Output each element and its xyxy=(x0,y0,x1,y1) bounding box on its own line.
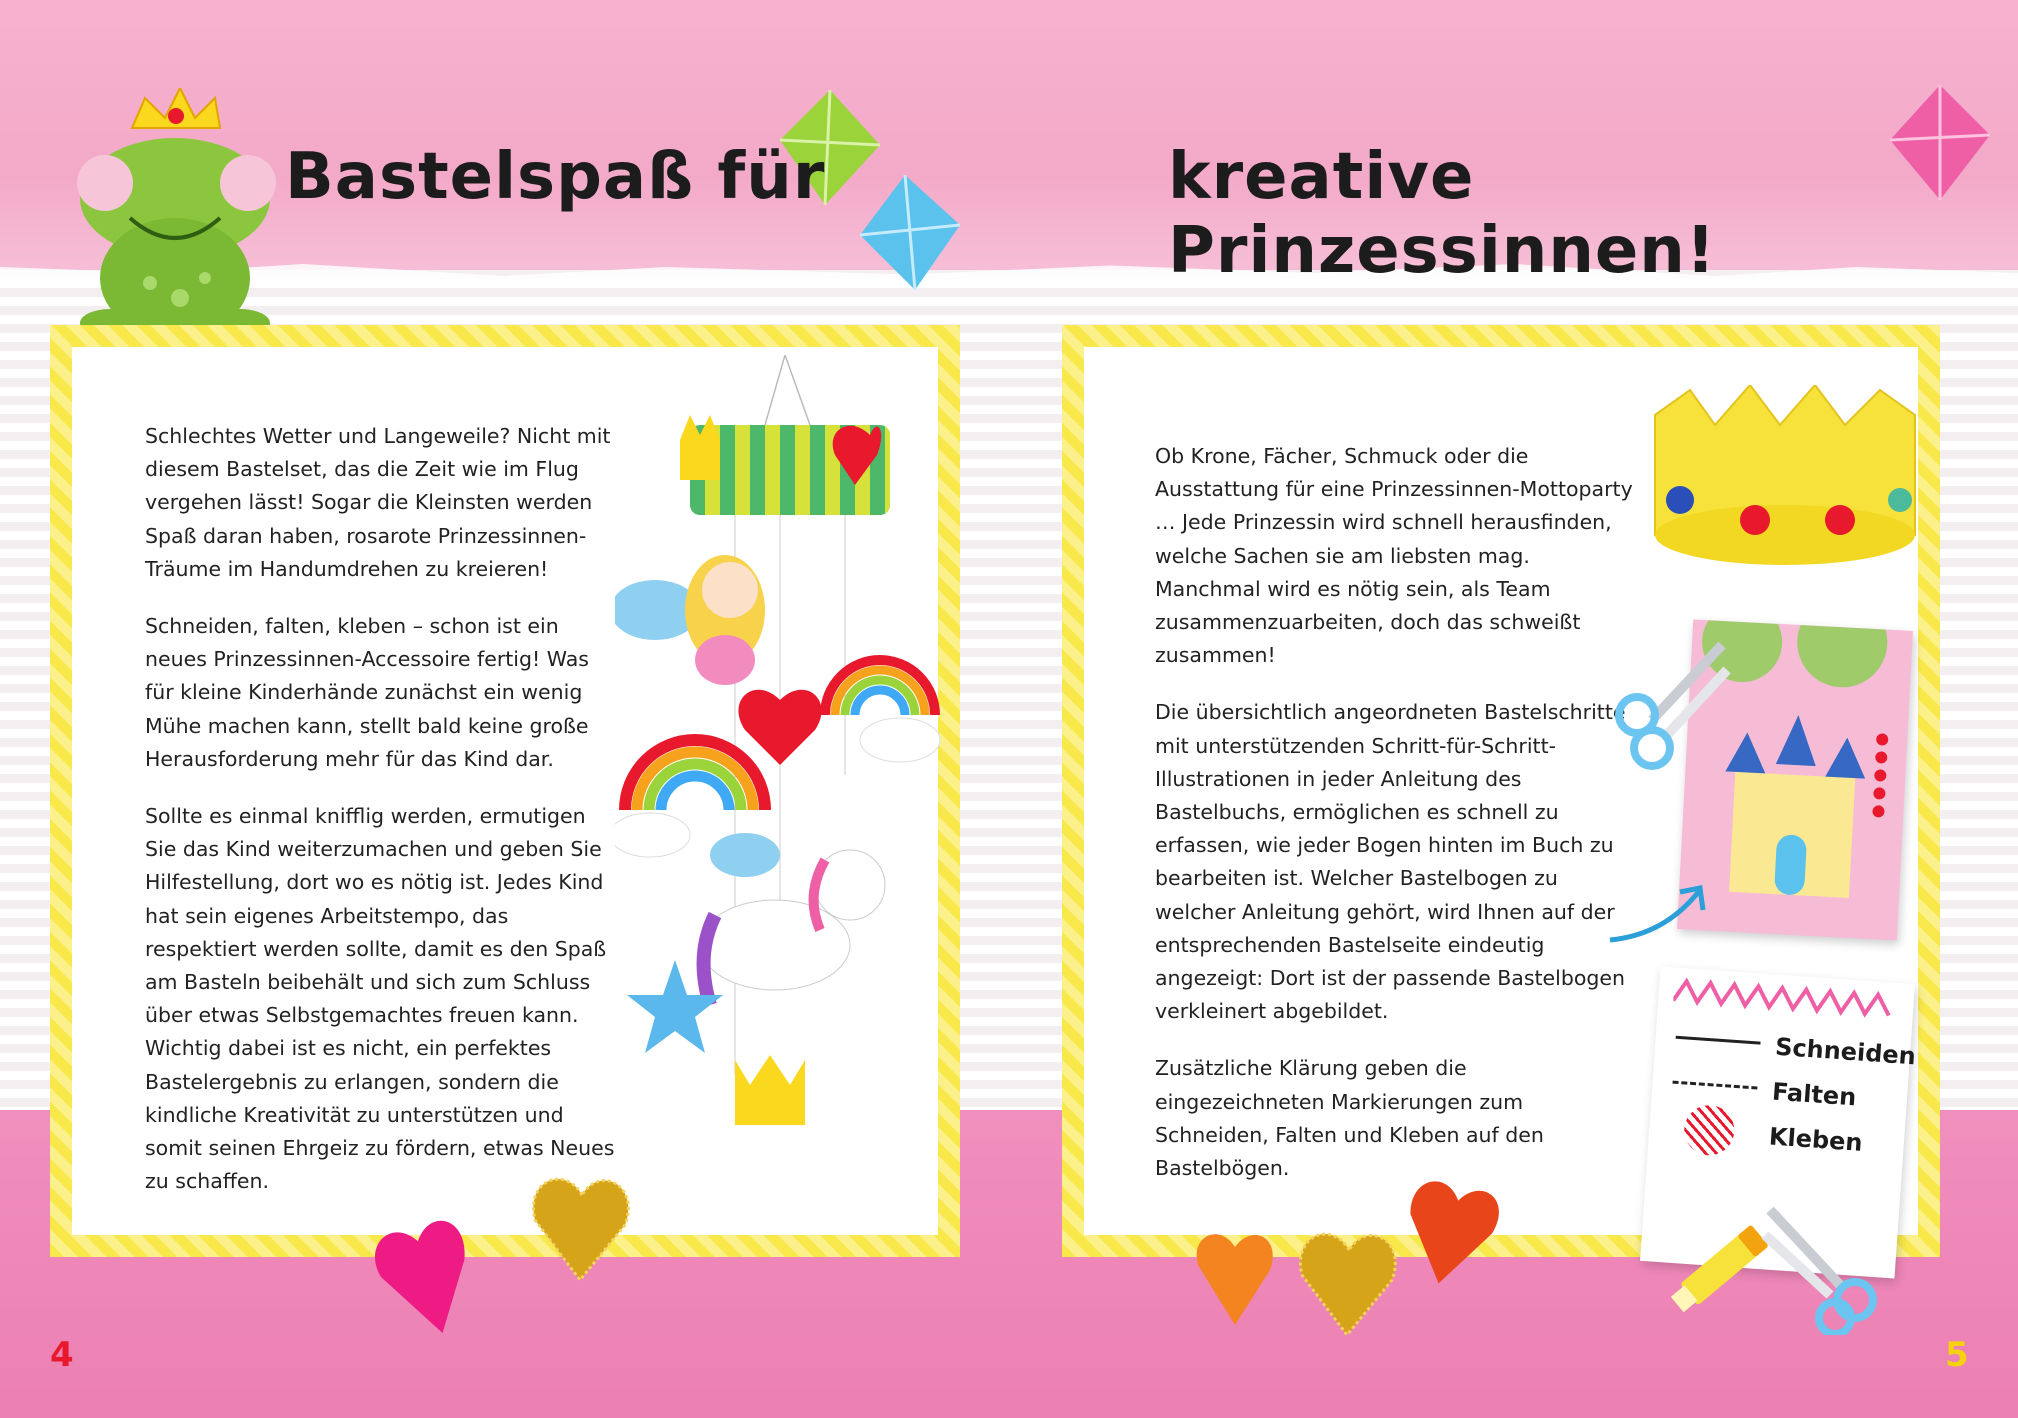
fairy-icon xyxy=(615,555,765,685)
heart-icon xyxy=(372,1215,482,1335)
page-number-right: 5 xyxy=(1945,1335,1969,1375)
page-title-right: kreative Prinzessinnen! xyxy=(1168,140,1717,288)
heart-icon xyxy=(1400,1175,1505,1285)
paragraph: Zusätzliche Klärung geben die eingezeichneten Markierungen zum Schneiden, Falten und Kleben auf den Bastelbögen. xyxy=(1155,1056,1544,1181)
mobile-craft-illustration xyxy=(615,355,945,1155)
crown-icon xyxy=(1650,385,1920,570)
paragraph: Schneiden, falten, kleben – schon ist ein neues Prinzessinnen-Accessoire fertig! Was für kleine Kinderhände zunächst ein wenig Mühe machen kann, stellt bald keine große Herausforderung mehr für das Kind dar. xyxy=(145,614,589,771)
heart-icon xyxy=(1190,1225,1280,1325)
paragraph: Die übersichtlich angeordneten Bastelschritte mit unterstützenden Schritt-für-Schritt-Illustrationen in jeder Anleitung des Bastelbuchs, ermöglichen es schnell zu erfassen, wie jeder Bogen hinten im Buch zu bearbeiten ist. Welcher Bastelbogen zu welcher Anleitung gehört, wird Ihnen auf der entsprechenden Bastelseite eindeutig angezeigt: Dort ist der passende Bastelbogen verkleinert abgebildet. xyxy=(1155,700,1626,1024)
heart-icon xyxy=(1292,1225,1407,1340)
gem-icon xyxy=(860,175,960,290)
scissors-icon xyxy=(1612,640,1732,770)
fold-line-sample xyxy=(1672,1081,1757,1090)
heart-icon xyxy=(525,1170,640,1285)
legend-glue-label: Kleben xyxy=(1768,1122,1864,1157)
heart-icon xyxy=(738,690,821,765)
glue-area-sample xyxy=(1683,1104,1736,1157)
zigzag-border xyxy=(1673,975,1900,1021)
cut-line-sample xyxy=(1676,1036,1761,1045)
paragraph: Sollte es einmal knifflig werden, ermutigen Sie das Kind weiterzumachen und geben Sie Hilfestellung, dort wo es nötig ist. Jedes Kind hat sein eigenes Arbeitstempo, das respektiert werden sollte, damit es den Spaß am Basteln beibehält und sich zum Schluss über etwas Selbstgemachtes freuen kann. Wichtig dabei ist es nicht, ein perfektes Bastelergebnis zu erlangen, sondern die kindliche Kreativität zu unterstützen und somit seinen Ehrgeiz zu fördern, etwas Neues zu schaffen. xyxy=(145,804,615,1194)
frog-prince-icon xyxy=(70,88,285,338)
paragraph: Ob Krone, Fächer, Schmuck oder die Ausstattung für eine Prinzessinnen-Mottoparty … Jede Prinzessin wird schnell herausfinden, welche Sachen sie am liebsten mag. Manchmal wird es nötig sein, als Team zusammenzuarbeiten, doch das schweißt zusammen! xyxy=(1155,444,1633,668)
page-title-left: Bastelspaß für xyxy=(285,140,826,214)
legend-cut-label: Schneiden xyxy=(1774,1032,1917,1071)
legend-fold-label: Falten xyxy=(1771,1077,1858,1112)
unicorn-icon xyxy=(700,833,885,1005)
crown-icon xyxy=(680,415,720,480)
body-text-left xyxy=(145,420,615,1222)
crown-icon xyxy=(735,1055,805,1125)
body-text-right xyxy=(1155,440,1635,1209)
paragraph: Schlechtes Wetter und Langeweile? Nicht mit diesem Bastelset, das die Zeit wie im Flug vergehen lässt! Sogar die Kleinsten werden Spaß daran haben, rosarote Prinzessinnen-Träume im Handumdrehen zu kreieren! xyxy=(145,424,611,581)
page-number-left: 4 xyxy=(50,1335,74,1375)
arrow-icon xyxy=(1605,880,1715,950)
scissors-icon xyxy=(1760,1200,1890,1335)
rainbow-icon xyxy=(825,660,940,762)
